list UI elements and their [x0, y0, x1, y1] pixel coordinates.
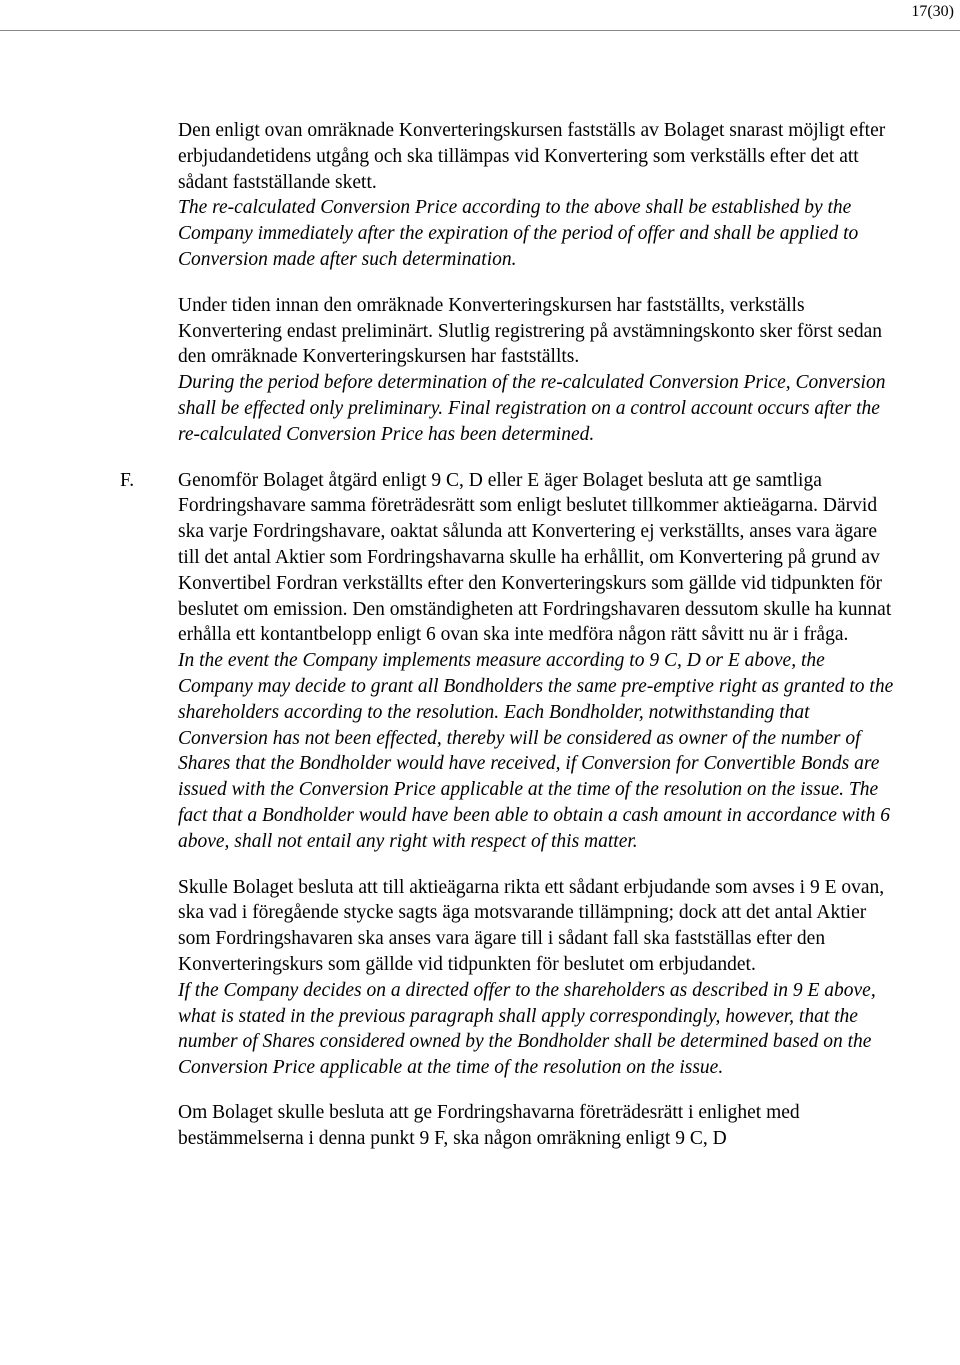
section-f	[120, 468, 898, 855]
header-divider	[0, 30, 960, 31]
document-body	[120, 118, 898, 1151]
section-letter: F.	[120, 469, 135, 491]
paragraph-swedish: Skulle Bolaget besluta att till aktieägarna rikta ett sådant erbjudande som avses i 9 E ovan, ska vad i föregående stycke sagts äga motsvarande tillämpning; dock att det antal Aktier som Fordringshavaren ska anses vara ägare till i sådant fall ska fastställas efter den Konverteringskurs som gällde vid tidpunkten för beslutet om erbjudandet.	[178, 876, 885, 975]
paragraph-swedish: Under tiden innan den omräknade Konverteringskursen har fastställts, verkställs Konvertering endast preliminärt. Slutlig registrering på avstämningskonto sker först sedan den omräknade Konverteringskursen har fastställts.	[178, 294, 883, 368]
paragraph-english: If the Company decides on a directed offer to the shareholders as described in 9 E above, what is stated in the previous paragraph shall apply correspondingly, however, that the number of Shares considered owned by the Bondholder shall be determined based on the Conversion Price applicable at the time of the resolution on the issue.	[178, 979, 876, 1079]
paragraph-english: The re-calculated Conversion Price according to the above shall be established by the Company immediately after the expiration of the period of offer and shall be applied to Conversion made after such determination.	[178, 197, 859, 270]
paragraph-swedish: Genomför Bolaget åtgärd enligt 9 C, D eller E äger Bolaget besluta att ge samtliga Fordringshavare samma företrädesrätt som enligt beslutet tillkommer aktieägarna. Därvid ska varje Fordringshavare, oaktat sålunda att Konvertering ej verkställts, anses vara ägare till det antal Aktier som Fordringshavarna skulle ha erhållit, om Konvertering på grund av Konvertibel Fordran verkställts efter den Konverteringskurs som gällde vid tidpunkten för beslutet om emission. Den omständigheten att Fordringshavaren dessutom skulle ha kunnat erhålla ett kontantbelopp enligt 6 ovan ska inte medföra någon rätt såvitt nu är i fråga.	[178, 469, 892, 646]
paragraph-english: In the event the Company implements measure according to 9 C, D or E above, the Company may decide to grant all Bondholders the same pre-emptive right as granted to the shareholders according to the resolution. Each Bondholder, notwithstanding that Conversion has not been effected, thereby will be considered as owner of the number of Shares that the Bondholder would have received, if Conversion for Convertible Bonds are issued with the Conversion Price applicable at the time of the resolution on the issue. The fact that a Bondholder would have been able to obtain a cash amount in accordance with 6 above, shall not entail any right with respect of this matter.	[178, 650, 894, 852]
paragraph-english: During the period before determination of the re-calculated Conversion Price, Conversion shall be effected only preliminary. Final registration on a control account occurs after the re-calculated Conversion Price has been determined.	[178, 372, 886, 445]
page-number: 17(30)	[911, 3, 954, 20]
paragraph-swedish: Om Bolaget skulle besluta att ge Fordringshavarna företrädesrätt i enlighet med bestämmelserna i denna punkt 9 F, ska någon omräkning enligt 9 C, D	[178, 1101, 800, 1149]
paragraph-swedish: Den enligt ovan omräknade Konverteringskursen fastställs av Bolaget snarast möjligt efter erbjudandetidens utgång och ska tillämpas vid Konvertering som verkställs efter det att sådant fastställande skett.	[178, 120, 886, 193]
